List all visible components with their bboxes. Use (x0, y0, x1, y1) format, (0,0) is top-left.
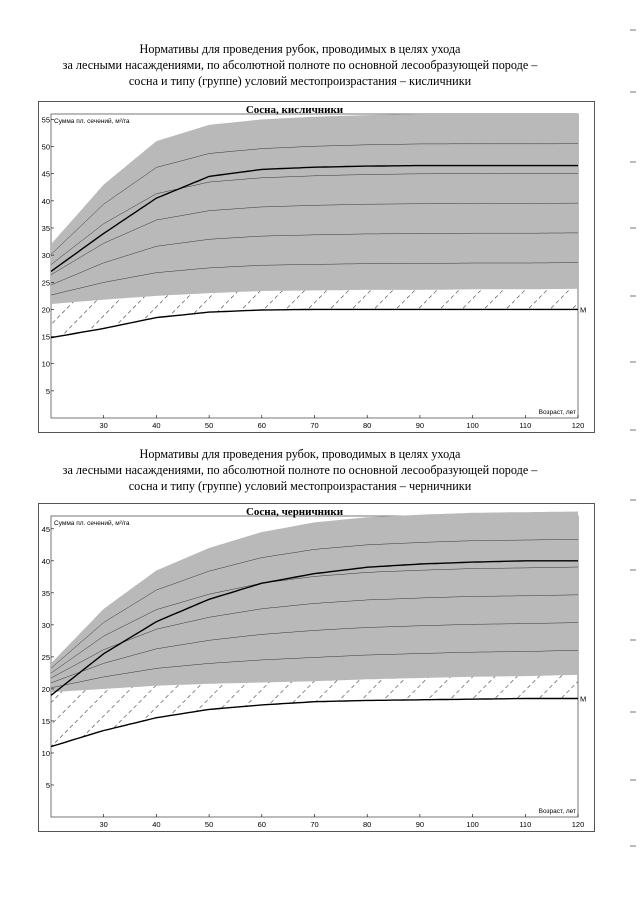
chart2-heading (0, 446, 600, 494)
x-tick-label: 110 (519, 820, 532, 829)
x-tick-label: 100 (466, 820, 479, 829)
minimum-curve-label: М (580, 694, 587, 704)
y-tick-label: 10 (41, 359, 50, 369)
heading-line: за лесными насаждениями, по абсолютной полноте по основной лесообразующей породе – (62, 58, 538, 72)
y-tick-label: 35 (41, 588, 50, 598)
x-tick-label: 70 (310, 820, 319, 829)
x-axis-label: Возраст, лет (538, 808, 576, 815)
y-tick-label: 5 (45, 386, 50, 396)
x-tick-label: 50 (204, 421, 214, 430)
heading-line: сосна и типу (группе) условий местопроизрастания – кисличники (128, 74, 472, 88)
y-tick-label: 45 (41, 169, 50, 179)
x-tick-label: 50 (204, 820, 214, 829)
x-tick-label: 30 (99, 820, 108, 829)
y-tick-label: 55 (41, 115, 50, 125)
y-tick-label: 45 (41, 524, 50, 534)
x-tick-label: 80 (363, 820, 372, 829)
normative-gray-band (51, 512, 578, 693)
x-tick-label: 30 (99, 421, 108, 430)
y-tick-label: 40 (41, 556, 50, 566)
minimum-curve (51, 699, 578, 747)
y-tick-label: 30 (41, 620, 50, 630)
x-tick-label: 90 (415, 820, 425, 829)
chart-pine-bilberry (38, 503, 595, 832)
y-tick-label: 30 (41, 251, 50, 261)
x-tick-label: 70 (310, 421, 319, 430)
x-tick-label: 110 (519, 421, 532, 430)
x-tick-label: 40 (152, 820, 161, 829)
y-tick-label: 15 (41, 716, 50, 726)
heading-line: сосна и типу (группе) условий местопроизрастания – черничники (128, 479, 472, 493)
heading-line: Нормативы для проведения рубок, проводимых в целях ухода (139, 42, 461, 56)
chart-pine-oxalis (38, 101, 595, 433)
chart1-heading (0, 41, 600, 89)
y-tick-label: 50 (41, 142, 50, 152)
page-edge-marks (622, 0, 640, 905)
normative-gray-band (51, 114, 578, 304)
chart2-svg (39, 504, 594, 831)
y-axis-label: Сумма пл. сечений, м²/га (54, 520, 130, 527)
y-tick-label: 15 (41, 332, 50, 342)
y-tick-label: 20 (41, 305, 50, 315)
x-tick-label: 120 (571, 421, 585, 430)
y-axis-label: Сумма пл. сечений, м²/га (54, 118, 130, 125)
chart-title: Сосна, черничники (245, 506, 344, 518)
x-tick-label: 60 (257, 421, 266, 430)
x-tick-label: 100 (466, 421, 479, 430)
y-tick-label: 40 (41, 196, 50, 206)
chart1-svg (39, 102, 594, 432)
heading-line: за лесными насаждениями, по абсолютной полноте по основной лесообразующей породе – (62, 463, 538, 477)
minimum-curve-label: М (580, 305, 587, 315)
x-tick-label: 120 (571, 820, 585, 829)
y-tick-label: 20 (41, 684, 50, 694)
x-axis-label: Возраст, лет (538, 409, 576, 416)
minimum-curve (51, 309, 578, 337)
x-tick-label: 40 (152, 421, 161, 430)
x-tick-label: 80 (363, 421, 372, 430)
y-tick-label: 35 (41, 224, 50, 233)
y-tick-label: 5 (45, 780, 50, 790)
y-tick-label: 10 (41, 748, 50, 758)
chart-title: Сосна, кисличники (245, 104, 344, 116)
y-tick-label: 25 (41, 278, 50, 288)
y-tick-label: 25 (41, 652, 50, 662)
x-tick-label: 60 (257, 820, 266, 829)
heading-line: Нормативы для проведения рубок, проводимых в целях ухода (139, 447, 461, 461)
x-tick-label: 90 (415, 421, 425, 430)
